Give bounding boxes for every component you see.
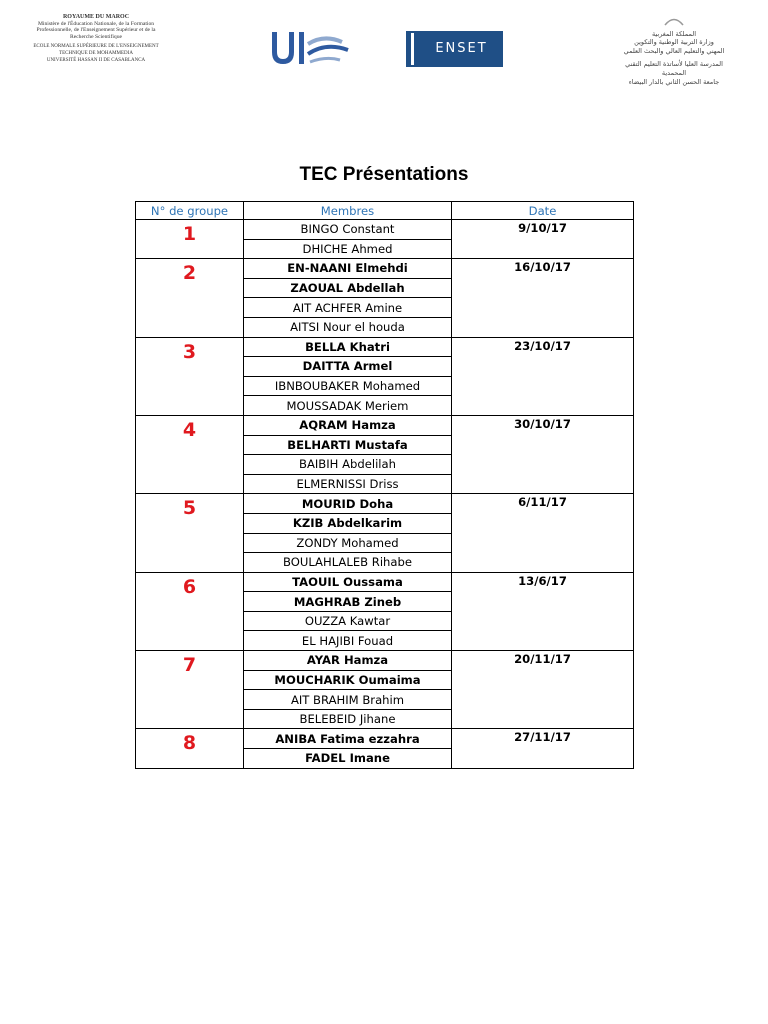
- arabic-ministry-line-1: وزارة التربية الوطنية والتكوين: [634, 38, 714, 47]
- member-name: MOURID Doha: [244, 494, 452, 514]
- ministry-line-2: Professionnelle, de l'Enseignement Supérieur et de la: [36, 27, 156, 34]
- member-name: DAITTA Armel: [244, 357, 452, 377]
- group-number-cell: [136, 494, 244, 572]
- date-cell: [452, 572, 634, 650]
- member-name: BAIBIH Abdelilah: [244, 455, 452, 475]
- member-name: DHICHE Ahmed: [244, 239, 452, 259]
- header-left-institution: [30, 14, 162, 64]
- university-line: UNIVERSITÉ HASSAN II DE CASABLANCA: [46, 57, 146, 63]
- school-line-1: ECOLE NORMALE SUPÉRIEURE DE L'ENSEIGNEMENT: [33, 44, 159, 50]
- group-number-cell: [136, 259, 244, 337]
- date-cell: [452, 259, 634, 337]
- ministry-line-1: Ministère de l'Éducation Nationale, de la Formation: [37, 20, 155, 27]
- arabic-school-line-1: المدرسة العليا لأساتذة التعليم التقني: [625, 60, 723, 69]
- table-row: [136, 415, 634, 435]
- date-cell: [452, 729, 634, 768]
- member-name: BOULAHLALEB Rihabe: [244, 553, 452, 573]
- group-number-cell: [136, 415, 244, 493]
- date-cell: [452, 494, 634, 572]
- group-number-header: N° de groupe: [136, 202, 244, 220]
- table-row: [136, 651, 634, 671]
- member-name: ANIBA Fatima ezzahra: [244, 729, 452, 749]
- group-number: 8: [182, 732, 197, 755]
- member-name: BELEBEID Jihane: [244, 709, 452, 729]
- group-number: 5: [182, 497, 197, 520]
- group-number: 4: [182, 418, 197, 441]
- member-name: EN-NAANI Elmehdi: [244, 259, 452, 279]
- group-number-cell: [136, 729, 244, 768]
- member-name: AIT ACHFER Amine: [244, 298, 452, 318]
- table-header-row: [136, 202, 634, 220]
- member-name: BELLA Khatri: [244, 337, 452, 357]
- arabic-kingdom-label: المملكة المغربية: [651, 29, 697, 38]
- presentation-date: 30/10/17: [514, 416, 571, 431]
- group-number-cell: [136, 572, 244, 650]
- table-row: [136, 220, 634, 240]
- enset-logo-text: ENSET: [435, 41, 488, 56]
- members-header: Membres: [244, 202, 452, 220]
- presentation-date: 13/6/17: [518, 573, 567, 588]
- member-name: AQRAM Hamza: [244, 415, 452, 435]
- presentation-date: 9/10/17: [518, 221, 567, 235]
- group-number: 2: [182, 262, 197, 285]
- presentation-date: 23/10/17: [514, 338, 571, 353]
- member-name: AITSI Nour el houda: [244, 317, 452, 337]
- member-name: KZIB Abdelkarim: [244, 513, 452, 533]
- kingdom-label: ROYAUME DU MAROC: [62, 14, 130, 20]
- group-number-cell: [136, 220, 244, 259]
- member-name: BELHARTI Mustafa: [244, 435, 452, 455]
- member-name: MOUCHARIK Oumaima: [244, 670, 452, 690]
- member-name: MAGHRAB Zineb: [244, 592, 452, 612]
- member-name: EL HAJIBI Fouad: [244, 631, 452, 651]
- member-name: TAOUIL Oussama: [244, 572, 452, 592]
- arabic-ministry-line-2: المهني والتعليم العالي والبحث العلمي: [623, 46, 725, 55]
- presentation-date: 16/10/17: [514, 260, 571, 275]
- member-name: OUZZA Kawtar: [244, 611, 452, 631]
- date-cell: [452, 651, 634, 729]
- table-row: [136, 494, 634, 514]
- group-number: 6: [182, 575, 197, 598]
- table-row: [136, 729, 634, 749]
- date-cell: [452, 220, 634, 259]
- member-name: AYAR Hamza: [244, 651, 452, 671]
- member-name: BINGO Constant: [244, 220, 452, 240]
- member-name: ELMERNISSI Driss: [244, 474, 452, 494]
- date-cell: [452, 337, 634, 415]
- member-name: ZAOUAL Abdellah: [244, 278, 452, 298]
- presentation-date: 6/11/17: [518, 495, 567, 510]
- table-body: [136, 220, 634, 769]
- header-right-institution: [608, 14, 740, 86]
- group-number-cell: [136, 337, 244, 415]
- page-title: TEC Présentations: [299, 164, 469, 185]
- group-number: 1: [182, 223, 197, 245]
- presentation-date: 20/11/17: [514, 652, 571, 667]
- table-row: [136, 259, 634, 279]
- group-number: 7: [182, 654, 197, 677]
- uh2c-logo-icon: [268, 28, 354, 70]
- presentation-date: 27/11/17: [514, 730, 571, 745]
- member-name: AIT BRAHIM Brahim: [244, 690, 452, 710]
- arabic-university-line: جامعة الحسن الثاني بالدار البيضاء: [628, 77, 720, 86]
- group-number: 3: [182, 340, 197, 363]
- emblem-icon: [663, 14, 685, 26]
- presentations-table: [135, 201, 634, 769]
- ministry-line-3: Recherche Scientifique: [69, 33, 123, 40]
- arabic-school-line-2: المحمدية: [661, 68, 687, 77]
- table-row: [136, 337, 634, 357]
- school-line-2: TECHNIQUE DE MOHAMMEDIA: [59, 50, 133, 56]
- date-cell: [452, 415, 634, 493]
- table-row: [136, 572, 634, 592]
- member-name: FADEL Imane: [244, 749, 452, 769]
- date-header: Date: [452, 202, 634, 220]
- member-name: ZONDY Mohamed: [244, 533, 452, 553]
- group-number-cell: [136, 651, 244, 729]
- member-name: IBNBOUBAKER Mohamed: [244, 376, 452, 396]
- member-name: MOUSSADAK Meriem: [244, 396, 452, 416]
- enset-logo: [406, 31, 503, 67]
